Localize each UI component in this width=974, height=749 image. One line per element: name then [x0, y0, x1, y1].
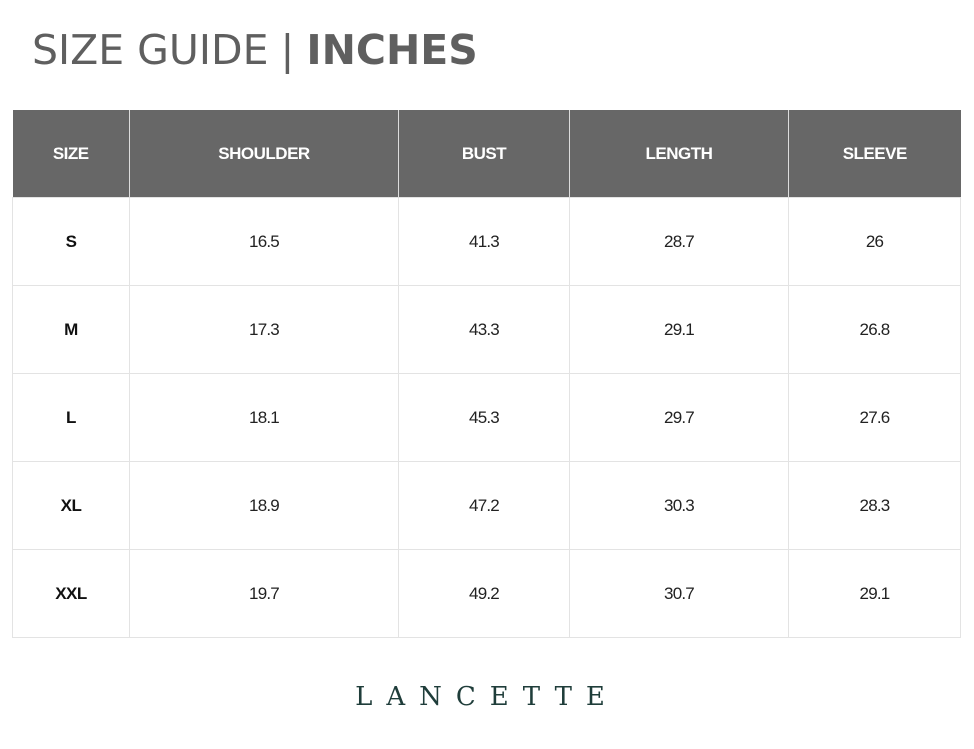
length-cell: 30.7 — [570, 550, 789, 638]
table-row — [13, 374, 961, 462]
sleeve-cell: 28.3 — [789, 462, 961, 550]
bust-cell: 45.3 — [399, 374, 570, 462]
size-cell: L — [13, 374, 130, 462]
table-row — [13, 462, 961, 550]
title-unit: INCHES — [306, 26, 478, 74]
table-row — [13, 286, 961, 374]
sleeve-cell: 26.8 — [789, 286, 961, 374]
sleeve-cell: 26 — [789, 198, 961, 286]
header-size: SIZE — [13, 110, 130, 198]
size-cell: M — [13, 286, 130, 374]
shoulder-cell: 19.7 — [130, 550, 399, 638]
sleeve-cell: 29.1 — [789, 550, 961, 638]
table-body — [13, 198, 961, 638]
length-cell: 28.7 — [570, 198, 789, 286]
length-cell: 29.7 — [570, 374, 789, 462]
shoulder-cell: 18.1 — [130, 374, 399, 462]
header-length: LENGTH — [570, 110, 789, 198]
length-cell: 30.3 — [570, 462, 789, 550]
shoulder-cell: 18.9 — [130, 462, 399, 550]
size-chart-table — [12, 110, 961, 638]
bust-cell: 49.2 — [399, 550, 570, 638]
size-cell: S — [13, 198, 130, 286]
shoulder-cell: 17.3 — [130, 286, 399, 374]
table-row — [13, 550, 961, 638]
brand-logo: LANCETTE — [355, 682, 619, 712]
header-sleeve: SLEEVE — [789, 110, 961, 198]
bust-cell: 41.3 — [399, 198, 570, 286]
size-cell: XXL — [13, 550, 130, 638]
bust-cell: 47.2 — [399, 462, 570, 550]
shoulder-cell: 16.5 — [130, 198, 399, 286]
header-bust: BUST — [399, 110, 570, 198]
header-row — [13, 110, 961, 198]
page-title — [32, 22, 478, 78]
sleeve-cell: 27.6 — [789, 374, 961, 462]
bust-cell: 43.3 — [399, 286, 570, 374]
title-separator: | — [280, 26, 295, 74]
length-cell: 29.1 — [570, 286, 789, 374]
table-row — [13, 198, 961, 286]
size-cell: XL — [13, 462, 130, 550]
header-shoulder: SHOULDER — [130, 110, 399, 198]
title-prefix: SIZE GUIDE — [32, 26, 269, 74]
table-header — [13, 110, 961, 198]
